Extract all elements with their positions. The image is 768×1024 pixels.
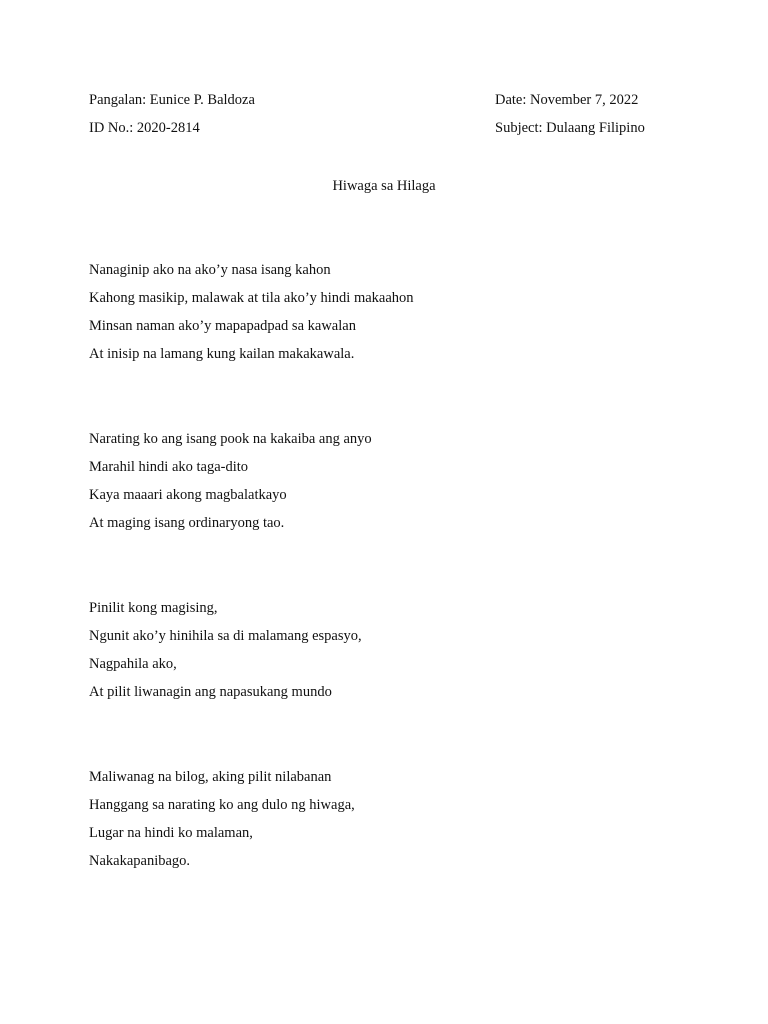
student-name: Pangalan: Eunice P. Baldoza (89, 92, 255, 108)
student-id: ID No.: 2020-2814 (89, 120, 200, 136)
document-subject: Subject: Dulaang Filipino (495, 120, 645, 136)
poem-line: At inisip na lamang kung kailan makakawala. (89, 346, 355, 362)
poem-line: Nagpahila ako, (89, 656, 177, 672)
stanza-4 (89, 767, 355, 879)
poem-line: At pilit liwanagin ang napasukang mundo (89, 684, 332, 700)
poem-line: Minsan naman ako’y mapapadpad sa kawalan (89, 318, 356, 334)
poem-line: Lugar na hindi ko malaman, (89, 825, 253, 841)
poem-line: Kaya maaari akong magbalatkayo (89, 487, 287, 503)
header-right-block (495, 90, 645, 146)
poem-line: Marahil hindi ako taga-dito (89, 459, 249, 475)
poem-line: Ngunit ako’y hinihila sa di malamang espasyo, (89, 628, 362, 644)
poem-line: Hanggang sa narating ko ang dulo ng hiwaga, (89, 797, 355, 813)
stanza-3 (89, 598, 362, 710)
poem-title: Hiwaga sa Hilaga (332, 178, 436, 194)
poem-line: Narating ko ang isang pook na kakaiba ang anyo (89, 431, 372, 447)
poem-line: At maging isang ordinaryong tao. (89, 515, 285, 531)
poem-line: Kahong masikip, malawak at tila ako’y hindi makaahon (89, 290, 414, 306)
header-left-block (89, 90, 255, 146)
poem-line: Maliwanag na bilog, aking pilit nilabanan (89, 769, 332, 785)
poem-line: Nakakapanibago. (89, 853, 191, 869)
poem-line: Nanaginip ako na ako’y nasa isang kahon (89, 262, 331, 278)
poem-line: Pinilit kong magising, (89, 600, 218, 616)
stanza-1 (89, 260, 414, 372)
stanza-2 (89, 429, 372, 541)
document-date: Date: November 7, 2022 (495, 92, 639, 108)
